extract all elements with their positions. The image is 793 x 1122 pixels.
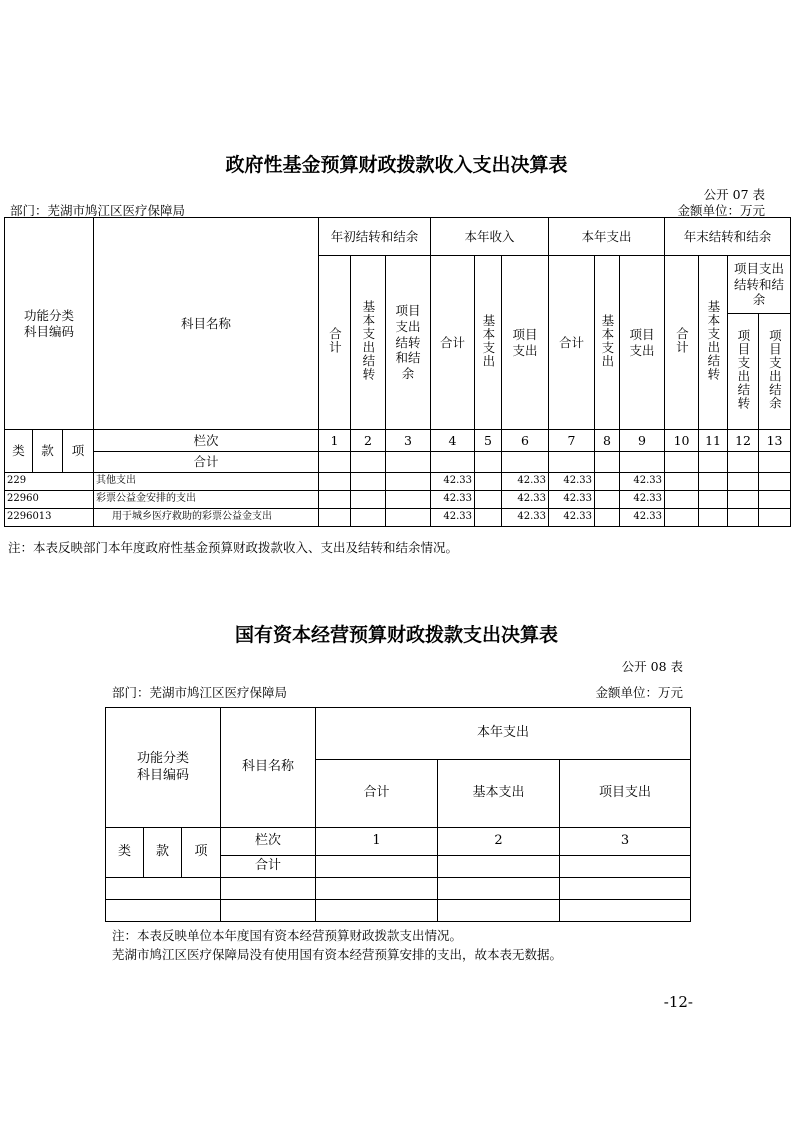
t2-sum-row-label: 合计: [221, 856, 316, 878]
table-row: [106, 878, 691, 900]
table2-note: 注：本表反映单位本年度国有资本经营预算财政拨款支出情况。: [112, 928, 463, 943]
closing-basic-carry-header: 基本支出结转: [699, 256, 728, 430]
table2-title: 国有资本经营预算财政拨款支出决算表: [234, 624, 558, 646]
row-value: 42.33: [502, 491, 549, 509]
row-value: 42.33: [549, 509, 595, 527]
col-num: 10: [665, 430, 699, 452]
row-name: 用于城乡医疗救助的彩票公益金支出: [94, 509, 319, 527]
table1-title: 政府性基金预算财政拨款收入支出决算表: [225, 154, 568, 176]
t2-kuan-header: 款: [144, 828, 182, 878]
income-basic-header: 基本支出: [475, 256, 502, 430]
t2-xiang-header: 项: [182, 828, 221, 878]
closing-total-header: 合计: [665, 256, 699, 430]
table1-note: 注：本表反映部门本年度政府性基金预算财政拨款收入、支出及结转和结余情况。: [8, 540, 459, 555]
table2: [105, 707, 691, 922]
col-num: 3: [386, 430, 431, 452]
table1-unit: 金额单位：万元: [677, 203, 765, 218]
row-value: 42.33: [502, 509, 549, 527]
row-value: 42.33: [502, 473, 549, 491]
row-name: 其他支出: [94, 473, 319, 491]
row-value: 42.33: [431, 491, 475, 509]
table-row: [5, 509, 791, 527]
sum-row-label: 合计: [94, 452, 319, 473]
row-code: 229: [5, 473, 94, 491]
col-num: 7: [549, 430, 595, 452]
col-num: 2: [351, 430, 386, 452]
income-project-header: 项目支出: [502, 256, 549, 430]
opening-project-carry-surplus-header: 项目支出结转和结余: [386, 256, 431, 430]
row-value: 42.33: [620, 509, 665, 527]
xiang-header: 项: [63, 430, 94, 473]
col-num: 11: [699, 430, 728, 452]
group-expense-header: 本年支出: [549, 218, 665, 256]
group-closing-header: 年末结转和结余: [665, 218, 791, 256]
col-num: 6: [502, 430, 549, 452]
table-row: [5, 473, 791, 491]
income-total-header: 合计: [431, 256, 475, 430]
subject-name-header: 科目名称: [94, 218, 319, 430]
row-value: 42.33: [549, 473, 595, 491]
func-code-header: 功能分类科目编码: [5, 218, 94, 430]
t2-subject-name-header: 科目名称: [221, 708, 316, 828]
opening-total-header: 合计: [319, 256, 351, 430]
t2-column-index-label: 栏次: [221, 828, 316, 856]
column-index-label: 栏次: [94, 430, 319, 452]
t2-col-num: 1: [316, 828, 438, 856]
t2-col-num: 3: [560, 828, 691, 856]
table1-form-no: 公开 07 表: [703, 187, 765, 202]
page-number: -12-: [663, 993, 693, 1011]
t2-basic-header: 基本支出: [438, 760, 560, 828]
table1-department: 部门：芜湖市鸠江区医疗保障局: [10, 203, 186, 218]
group-income-header: 本年收入: [431, 218, 549, 256]
row-code: 22960: [5, 491, 94, 509]
row-code: 2296013: [5, 509, 94, 527]
closing-project-carry-surplus-header: 项目支出结转和结余: [728, 256, 791, 314]
opening-basic-carry-header: 基本支出结转: [351, 256, 386, 430]
t2-group-expense-header: 本年支出: [316, 708, 691, 760]
kuan-header: 款: [33, 430, 63, 473]
lei-header: 类: [5, 430, 33, 473]
closing-project-surplus-header: 项目支出结余: [759, 314, 791, 430]
table2-no-data-note: 芜湖市鸠江区医疗保障局没有使用国有资本经营预算安排的支出，故本表无数据。: [112, 947, 563, 962]
col-num: 9: [620, 430, 665, 452]
col-num: 13: [759, 430, 791, 452]
row-value: 42.33: [620, 473, 665, 491]
t2-project-header: 项目支出: [560, 760, 691, 828]
table2-department: 部门：芜湖市鸠江区医疗保障局: [112, 685, 288, 700]
col-num: 4: [431, 430, 475, 452]
closing-project-carry-header: 项目支出结转: [728, 314, 759, 430]
t2-total-header: 合计: [316, 760, 438, 828]
expense-basic-header: 基本支出: [595, 256, 620, 430]
row-value: 42.33: [431, 509, 475, 527]
t2-lei-header: 类: [106, 828, 144, 878]
col-num: 5: [475, 430, 502, 452]
group-opening-header: 年初结转和结余: [319, 218, 431, 256]
row-value: 42.33: [549, 491, 595, 509]
table2-unit: 金额单位：万元: [595, 685, 683, 700]
t2-col-num: 2: [438, 828, 560, 856]
row-value: 42.33: [620, 491, 665, 509]
col-num: 1: [319, 430, 351, 452]
t2-func-code-header: 功能分类科目编码: [106, 708, 221, 828]
row-name: 彩票公益金安排的支出: [94, 491, 319, 509]
col-num: 12: [728, 430, 759, 452]
table-row: [5, 491, 791, 509]
expense-total-header: 合计: [549, 256, 595, 430]
table-row: [106, 900, 691, 922]
table1: [4, 217, 791, 527]
row-value: 42.33: [431, 473, 475, 491]
col-num: 8: [595, 430, 620, 452]
expense-project-header: 项目支出: [620, 256, 665, 430]
table2-form-no: 公开 08 表: [621, 659, 683, 674]
